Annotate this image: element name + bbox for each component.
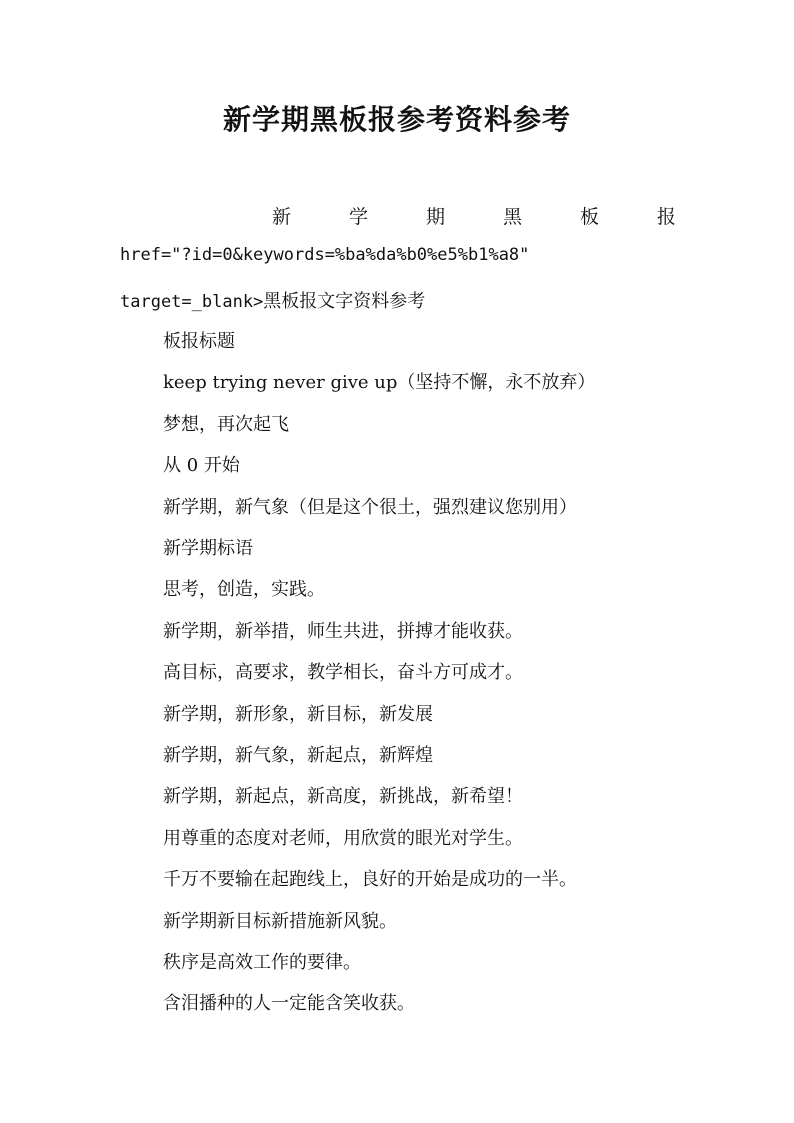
spread-char: 期 <box>425 206 445 228</box>
spread-char: 新 <box>272 206 292 228</box>
target-code-prefix: target=_blank> <box>120 292 264 312</box>
spread-char: 学 <box>348 206 368 228</box>
content-line: 高目标，高要求，教学相长，奋斗方可成才。 <box>163 662 523 683</box>
content-line: 新学期，新气象，新起点，新辉煌 <box>163 745 433 766</box>
content-line: 从 0 开始 <box>163 455 240 476</box>
content-line: 新学期，新气象（但是这个很土，强烈建议您别用） <box>163 497 577 518</box>
intro-spread-heading <box>272 202 676 229</box>
content-line: 新学期新目标新措施新风貌。 <box>163 911 397 932</box>
spread-char: 黑 <box>502 206 522 228</box>
content-line: 思考，创造，实践。 <box>163 579 325 600</box>
content-line: keep trying never give up（坚持不懈，永不放弃） <box>163 372 596 393</box>
content-line: 千万不要输在起跑线上，良好的开始是成功的一半。 <box>163 869 577 890</box>
document-title: 新学期黑板报参考资料参考 <box>222 103 571 136</box>
content-line: 新学期，新举措，师生共进，拼搏才能收获。 <box>163 621 523 642</box>
content-line: 用尊重的态度对老师，用欣赏的眼光对学生。 <box>163 828 523 849</box>
spread-char: 报 <box>656 206 676 228</box>
href-code-line: href="?id=0&keywords=%ba%da%b0%e5%b1%a8" <box>120 245 530 265</box>
content-line: 板报标题 <box>163 331 235 352</box>
content-line: 新学期，新形象，新目标，新发展 <box>163 704 433 725</box>
spread-char: 板 <box>579 206 599 228</box>
content-line: 秩序是高效工作的要律。 <box>163 952 361 973</box>
content-line: 梦想，再次起飞 <box>163 414 289 435</box>
target-code-line <box>120 287 425 313</box>
content-line: 含泪播种的人一定能含笑收获。 <box>163 993 415 1014</box>
content-line: 新学期，新起点，新高度，新挑战，新希望！ <box>163 786 523 807</box>
target-code-text: 黑板报文字资料参考 <box>263 291 426 312</box>
content-line: 新学期标语 <box>163 538 253 559</box>
